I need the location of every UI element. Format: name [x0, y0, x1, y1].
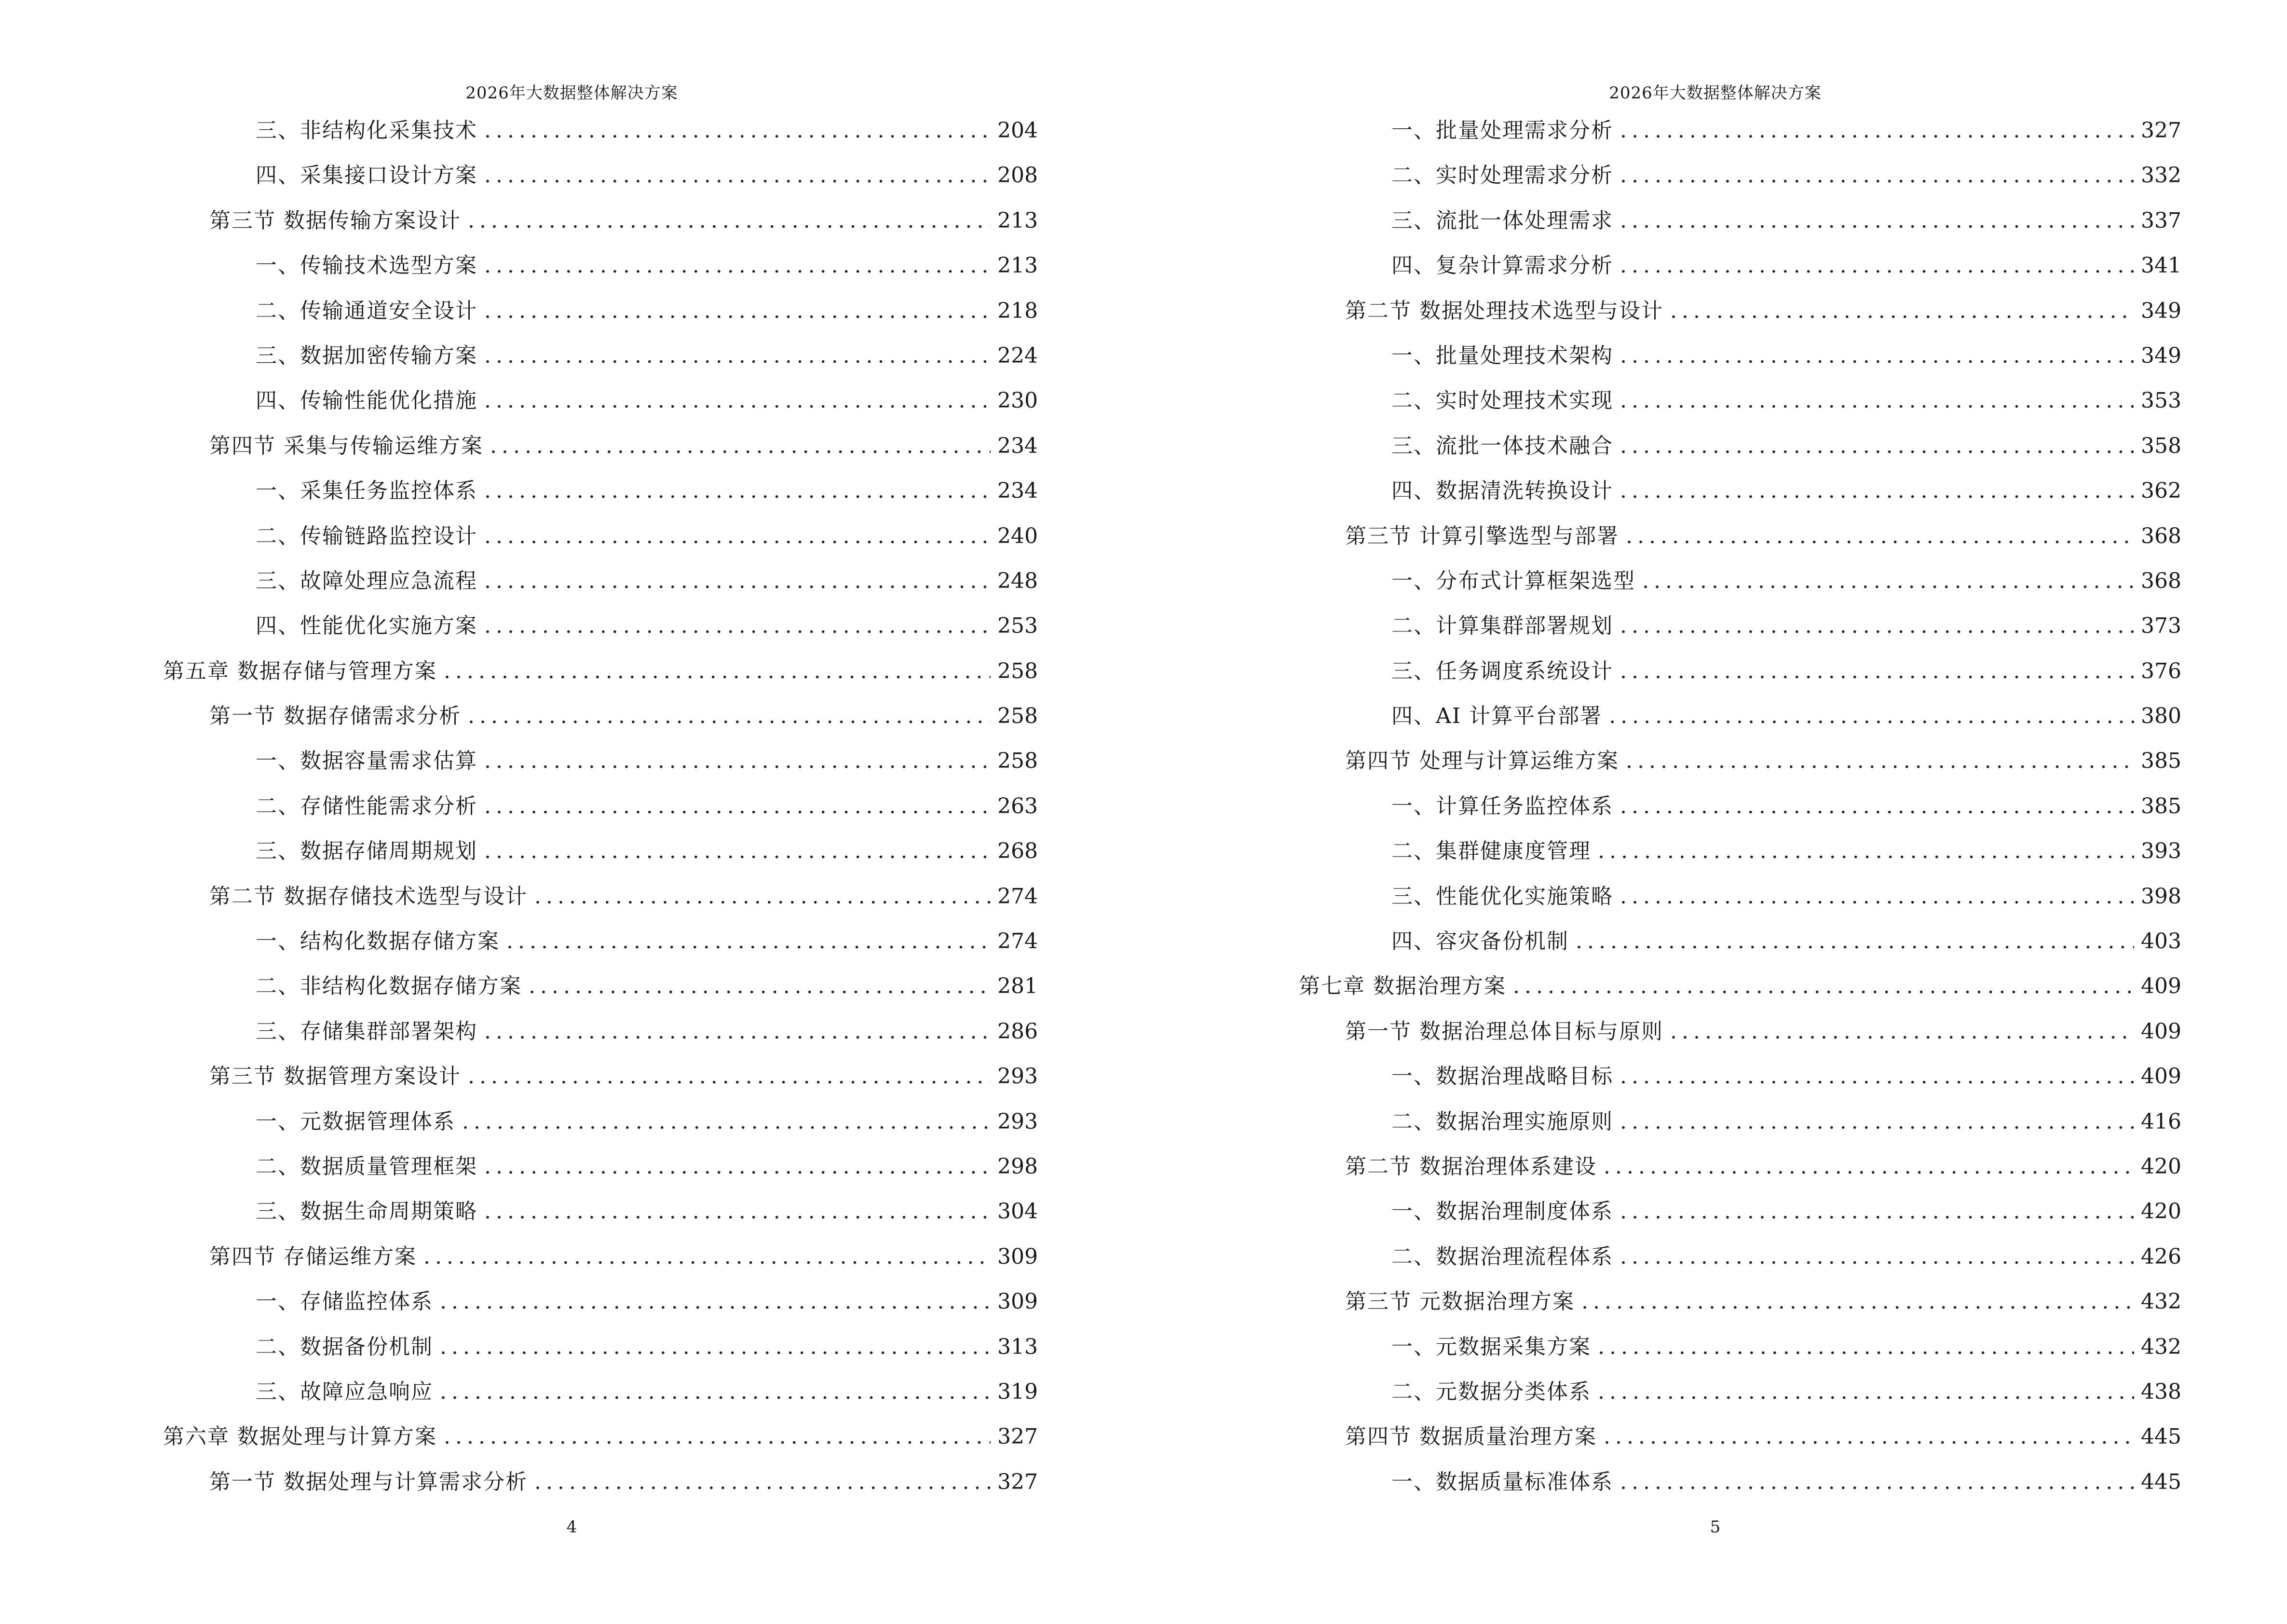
toc-entry-page: 403	[2141, 929, 2181, 954]
toc-entry-title: 二、集群健康度管理	[1391, 839, 1591, 864]
dot-leader	[1620, 1108, 2134, 1136]
toc-entry-title: 二、实时处理技术实现	[1391, 388, 1613, 413]
toc-entry-page: 327	[997, 1469, 1038, 1494]
toc-entry-page: 327	[997, 1424, 1038, 1449]
dot-leader	[1620, 162, 2134, 190]
toc-entry-title: 一、数据治理制度体系	[1391, 1199, 1613, 1224]
dot-leader	[468, 1063, 991, 1091]
toc-entry-title: 第三节 元数据治理方案	[1345, 1289, 1575, 1314]
toc-entry-page: 373	[2141, 614, 2181, 639]
dot-leader	[1604, 1153, 2134, 1181]
toc-entry-page: 208	[997, 163, 1038, 188]
dot-leader	[484, 522, 991, 550]
dot-leader	[484, 1153, 991, 1181]
toc-entry-title: 四、数据清洗转换设计	[1391, 478, 1613, 504]
dot-leader	[1642, 567, 2134, 595]
dot-leader	[484, 567, 991, 595]
toc-entry-page: 268	[997, 839, 1038, 864]
page-number: 4	[566, 1517, 577, 1537]
toc-entry-page: 319	[997, 1379, 1038, 1404]
dot-leader	[484, 1198, 991, 1226]
toc-entry-page: 253	[997, 614, 1038, 639]
toc-entry-page: 358	[2141, 433, 2181, 458]
toc-entry[interactable]	[163, 477, 1038, 505]
toc-entry[interactable]	[163, 522, 1038, 550]
dot-leader	[1620, 657, 2134, 685]
toc-entry-page: 368	[2141, 523, 2181, 548]
toc-entry[interactable]	[1299, 342, 2181, 370]
dot-leader	[484, 387, 991, 415]
dot-leader	[484, 477, 991, 505]
toc-entry-title: 二、数据质量管理框架	[256, 1154, 477, 1179]
toc-entry-title: 四、AI 计算平台部署	[1391, 704, 1603, 729]
toc-entry-title: 二、非结构化数据存储方案	[256, 974, 522, 999]
toc-entry-page: 258	[997, 749, 1038, 774]
toc-entry-title: 四、容灾备份机制	[1391, 929, 1569, 954]
toc-entry-page: 258	[997, 658, 1038, 683]
toc-entry-title: 一、批量处理技术架构	[1391, 343, 1613, 368]
toc-entry-page: 398	[2141, 884, 2181, 909]
toc-entry[interactable]	[1299, 1108, 2181, 1136]
toc-entry[interactable]	[163, 387, 1038, 415]
toc-entry[interactable]	[1299, 928, 2181, 955]
toc-entry[interactable]	[163, 342, 1038, 370]
toc-entry-title: 三、故障处理应急流程	[256, 568, 477, 593]
toc-entry[interactable]	[163, 883, 1038, 911]
dot-leader	[440, 1378, 991, 1406]
toc-entry-title: 三、数据存储周期规划	[256, 839, 477, 864]
toc-entry[interactable]	[163, 1288, 1038, 1316]
toc-entry-page: 298	[997, 1154, 1038, 1179]
toc-entry[interactable]	[1299, 747, 2181, 775]
toc-entry[interactable]	[1299, 792, 2181, 820]
toc-entry-page: 376	[2141, 658, 2181, 683]
dot-leader	[440, 1288, 991, 1316]
dot-leader	[1598, 837, 2134, 865]
dot-leader	[462, 1108, 991, 1136]
toc-entry-title: 第一节 数据存储需求分析	[209, 704, 461, 729]
dot-leader	[1626, 747, 2134, 775]
toc-entry-title: 三、流批一体技术融合	[1391, 433, 1613, 458]
toc-entry[interactable]	[163, 1468, 1038, 1496]
toc-entry-title: 第一节 数据处理与计算需求分析	[209, 1469, 528, 1494]
toc-entry-title: 一、元数据管理体系	[256, 1109, 455, 1134]
toc-entry[interactable]	[1299, 1198, 2181, 1226]
dot-leader	[1581, 1288, 2134, 1316]
toc-entry-page: 416	[2141, 1109, 2181, 1134]
toc-entry-page: 438	[2141, 1379, 2181, 1404]
dot-leader	[490, 432, 991, 460]
dot-leader	[444, 657, 991, 685]
dot-leader	[484, 162, 991, 190]
toc-entry-title: 三、数据加密传输方案	[256, 343, 477, 368]
toc-entry[interactable]	[1299, 612, 2181, 640]
toc-entry-page: 234	[997, 433, 1038, 458]
dot-leader	[1620, 883, 2134, 911]
toc-entry[interactable]	[1299, 207, 2181, 235]
toc-entry-page: 368	[2141, 568, 2181, 593]
toc-entry[interactable]	[163, 1198, 1038, 1226]
dot-leader	[1670, 1018, 2134, 1046]
dot-leader	[484, 792, 991, 820]
toc-entry-page: 309	[997, 1244, 1038, 1269]
toc-entry-title: 第四节 采集与传输运维方案	[209, 433, 483, 458]
toc-entry[interactable]	[163, 567, 1038, 595]
toc-entry-title: 第一节 数据治理总体目标与原则	[1345, 1019, 1663, 1044]
toc-entry-page: 293	[997, 1064, 1038, 1089]
toc-entry-page: 240	[997, 523, 1038, 548]
toc-entry[interactable]	[1299, 297, 2181, 325]
toc-entry-page: 218	[997, 298, 1038, 323]
toc-entry[interactable]	[163, 1153, 1038, 1181]
toc-entry[interactable]	[163, 1243, 1038, 1271]
toc-entry-title: 第四节 数据质量治理方案	[1345, 1424, 1597, 1449]
toc-entry[interactable]	[163, 747, 1038, 775]
toc-entry-page: 263	[997, 793, 1038, 819]
dot-leader	[484, 612, 991, 640]
toc-entry[interactable]	[163, 1378, 1038, 1406]
toc-entry-page: 385	[2141, 749, 2181, 774]
toc-entry-page: 409	[2141, 1019, 2181, 1044]
toc-entry-page: 393	[2141, 839, 2181, 864]
toc-entry[interactable]	[1299, 1333, 2181, 1361]
toc-entry-page: 420	[2141, 1154, 2181, 1179]
toc-entry[interactable]	[163, 657, 1038, 685]
toc-entry-title: 二、实时处理需求分析	[1391, 163, 1613, 188]
toc-entry-title: 四、复杂计算需求分析	[1391, 253, 1613, 278]
dot-leader	[1626, 522, 2134, 550]
toc-entry-page: 349	[2141, 298, 2181, 323]
toc-entry-title: 第六章 数据处理与计算方案	[163, 1424, 437, 1449]
toc-entry-title: 第二节 数据存储技术选型与设计	[209, 884, 528, 909]
toc-entry[interactable]	[163, 1108, 1038, 1136]
page-number: 5	[1710, 1517, 1721, 1537]
dot-leader	[1620, 477, 2134, 505]
toc-entry[interactable]	[163, 612, 1038, 640]
toc-entry-title: 第五章 数据存储与管理方案	[163, 658, 437, 683]
toc-entry-title: 一、结构化数据存储方案	[256, 929, 500, 954]
toc-entry-title: 三、非结构化采集技术	[256, 118, 477, 143]
toc-entry-page: 213	[997, 208, 1038, 233]
dot-leader	[1620, 1468, 2134, 1496]
toc-entry-title: 三、任务调度系统设计	[1391, 658, 1613, 683]
dot-leader	[1620, 432, 2134, 460]
toc-entry[interactable]	[1299, 883, 2181, 911]
toc-entry-title: 二、存储性能需求分析	[256, 793, 477, 819]
toc-entry[interactable]	[163, 432, 1038, 460]
toc-entry-title: 三、存储集群部署架构	[256, 1019, 477, 1044]
toc-entry-title: 三、流批一体处理需求	[1391, 208, 1613, 233]
dot-leader	[423, 1243, 991, 1271]
dot-leader	[1620, 117, 2134, 145]
dot-leader	[440, 1333, 991, 1361]
toc-entry[interactable]	[1299, 567, 2181, 595]
toc-entry[interactable]	[1299, 522, 2181, 550]
toc-entry-page: 286	[997, 1019, 1038, 1044]
toc-entry-page: 313	[997, 1334, 1038, 1359]
toc-entry-page: 204	[997, 118, 1038, 143]
toc-entry[interactable]	[163, 1063, 1038, 1091]
dot-leader	[1609, 702, 2134, 730]
toc-entry-title: 一、传输技术选型方案	[256, 253, 477, 278]
toc-entry-page: 420	[2141, 1199, 2181, 1224]
dot-leader	[1598, 1333, 2134, 1361]
dot-leader	[484, 1018, 991, 1046]
toc-entry-page: 234	[997, 478, 1038, 504]
toc-entry[interactable]	[1299, 1423, 2181, 1451]
toc-entry[interactable]	[1299, 972, 2181, 1000]
toc-entry[interactable]	[163, 1423, 1038, 1451]
toc-entry-title: 二、数据治理流程体系	[1391, 1244, 1613, 1269]
dot-leader	[1620, 792, 2134, 820]
dot-leader	[484, 837, 991, 865]
toc-entry-title: 三、故障应急响应	[256, 1379, 433, 1404]
toc-entry-title: 一、存储监控体系	[256, 1289, 433, 1314]
toc-entry-page: 274	[997, 884, 1038, 909]
toc-entry-page: 248	[997, 568, 1038, 593]
dot-leader	[1670, 297, 2134, 325]
toc-entry-title: 一、数据质量标准体系	[1391, 1469, 1613, 1494]
toc-entry-page: 293	[997, 1109, 1038, 1134]
toc-entry[interactable]	[1299, 1153, 2181, 1181]
toc-entry-title: 第三节 数据管理方案设计	[209, 1064, 461, 1089]
toc-entry-page: 445	[2141, 1469, 2181, 1494]
toc-entry-page: 385	[2141, 793, 2181, 819]
dot-leader	[484, 297, 991, 325]
toc-entry[interactable]	[1299, 252, 2181, 280]
toc-entry-title: 四、采集接口设计方案	[256, 163, 477, 188]
table-of-contents	[1299, 117, 2181, 1496]
toc-entry[interactable]	[1299, 1468, 2181, 1496]
dot-leader	[468, 207, 991, 235]
dot-leader	[506, 928, 991, 955]
toc-entry-page: 230	[997, 388, 1038, 413]
toc-entry-page: 224	[997, 343, 1038, 368]
toc-entry-title: 四、性能优化实施方案	[256, 614, 477, 639]
toc-entry-page: 213	[997, 253, 1038, 278]
toc-entry-page: 274	[997, 929, 1038, 954]
toc-entry[interactable]	[1299, 1243, 2181, 1271]
toc-entry-title: 二、数据治理实施原则	[1391, 1109, 1613, 1134]
dot-leader	[484, 342, 991, 370]
toc-entry[interactable]	[1299, 657, 2181, 685]
toc-entry-page: 309	[997, 1289, 1038, 1314]
toc-entry[interactable]	[163, 117, 1038, 145]
toc-entry[interactable]	[163, 297, 1038, 325]
toc-entry-page: 432	[2141, 1334, 2181, 1359]
toc-entry-title: 二、计算集群部署规划	[1391, 614, 1613, 639]
toc-entry[interactable]	[163, 162, 1038, 190]
running-header: 2026年大数据整体解决方案	[465, 83, 678, 103]
toc-entry-title: 一、元数据采集方案	[1391, 1334, 1591, 1359]
dot-leader	[484, 747, 991, 775]
toc-entry-title: 第二节 数据治理体系建设	[1345, 1154, 1597, 1179]
toc-entry[interactable]	[163, 702, 1038, 730]
toc-entry-title: 一、数据治理战略目标	[1391, 1064, 1613, 1089]
toc-entry[interactable]	[163, 792, 1038, 820]
toc-entry-page: 445	[2141, 1424, 2181, 1449]
toc-entry-page: 362	[2141, 478, 2181, 504]
toc-entry[interactable]	[163, 207, 1038, 235]
toc-entry-page: 327	[2141, 118, 2181, 143]
toc-entry-title: 第二节 数据处理技术选型与设计	[1345, 298, 1663, 323]
toc-entry[interactable]	[163, 252, 1038, 280]
dot-leader	[1576, 928, 2134, 955]
table-of-contents	[163, 117, 1038, 1496]
toc-entry-title: 第四节 存储运维方案	[209, 1244, 417, 1269]
toc-entry-page: 380	[2141, 704, 2181, 729]
toc-entry-title: 四、传输性能优化措施	[256, 388, 477, 413]
toc-entry-page: 426	[2141, 1244, 2181, 1269]
toc-entry-page: 353	[2141, 388, 2181, 413]
toc-entry-title: 一、采集任务监控体系	[256, 478, 477, 504]
toc-entry-page: 409	[2141, 1064, 2181, 1089]
toc-entry-page: 332	[2141, 163, 2181, 188]
toc-entry-title: 第三节 数据传输方案设计	[209, 208, 461, 233]
dot-leader	[1598, 1378, 2134, 1406]
toc-entry[interactable]	[1299, 1378, 2181, 1406]
toc-entry-title: 一、分布式计算框架选型	[1391, 568, 1635, 593]
dot-leader	[1620, 612, 2134, 640]
toc-entry-page: 337	[2141, 208, 2181, 233]
dot-leader	[534, 1468, 991, 1496]
toc-entry-title: 二、传输通道安全设计	[256, 298, 477, 323]
dot-leader	[1620, 207, 2134, 235]
dot-leader	[1620, 1198, 2134, 1226]
toc-entry-page: 281	[997, 974, 1038, 999]
toc-entry-page: 349	[2141, 343, 2181, 368]
toc-entry-title: 一、批量处理需求分析	[1391, 118, 1613, 143]
toc-entry[interactable]	[163, 837, 1038, 865]
dot-leader	[534, 883, 991, 911]
dot-leader	[1620, 1243, 2134, 1271]
toc-entry-page: 409	[2141, 974, 2181, 999]
toc-entry-title: 二、元数据分类体系	[1391, 1379, 1591, 1404]
dot-leader	[529, 972, 991, 1000]
toc-entry-title: 三、数据生命周期策略	[256, 1199, 477, 1224]
toc-entry[interactable]	[1299, 162, 2181, 190]
toc-entry[interactable]	[1299, 432, 2181, 460]
toc-entry-title: 一、数据容量需求估算	[256, 749, 477, 774]
right-page	[1144, 0, 2287, 1624]
toc-entry-title: 第三节 计算引擎选型与部署	[1345, 523, 1619, 548]
toc-entry[interactable]	[1299, 477, 2181, 505]
toc-entry-page: 341	[2141, 253, 2181, 278]
toc-entry-title: 二、数据备份机制	[256, 1334, 433, 1359]
toc-entry-title: 三、性能优化实施策略	[1391, 884, 1613, 909]
toc-entry[interactable]	[163, 1333, 1038, 1361]
dot-leader	[1620, 342, 2134, 370]
dot-leader	[1620, 1063, 2134, 1091]
dot-leader	[1604, 1423, 2134, 1451]
toc-entry[interactable]	[1299, 702, 2181, 730]
toc-entry[interactable]	[163, 928, 1038, 955]
toc-entry[interactable]	[1299, 837, 2181, 865]
toc-entry[interactable]	[1299, 117, 2181, 145]
dot-leader	[468, 702, 991, 730]
toc-entry[interactable]	[163, 972, 1038, 1000]
dot-leader	[484, 252, 991, 280]
dot-leader	[1513, 972, 2134, 1000]
dot-leader	[1620, 252, 2134, 280]
dot-leader	[484, 117, 991, 145]
toc-entry-page: 432	[2141, 1289, 2181, 1314]
toc-entry-title: 二、传输链路监控设计	[256, 523, 477, 548]
toc-entry[interactable]	[163, 1018, 1038, 1046]
toc-entry-page: 258	[997, 704, 1038, 729]
toc-entry-page: 304	[997, 1199, 1038, 1224]
toc-entry-title: 一、计算任务监控体系	[1391, 793, 1613, 819]
toc-entry-title: 第四节 处理与计算运维方案	[1345, 749, 1619, 774]
toc-entry[interactable]	[1299, 1018, 2181, 1046]
toc-entry-title: 第七章 数据治理方案	[1299, 974, 1506, 999]
dot-leader	[1620, 387, 2134, 415]
toc-entry[interactable]	[1299, 1063, 2181, 1091]
dot-leader	[444, 1423, 991, 1451]
toc-entry[interactable]	[1299, 1288, 2181, 1316]
running-header: 2026年大数据整体解决方案	[1609, 83, 1822, 103]
toc-entry[interactable]	[1299, 387, 2181, 415]
